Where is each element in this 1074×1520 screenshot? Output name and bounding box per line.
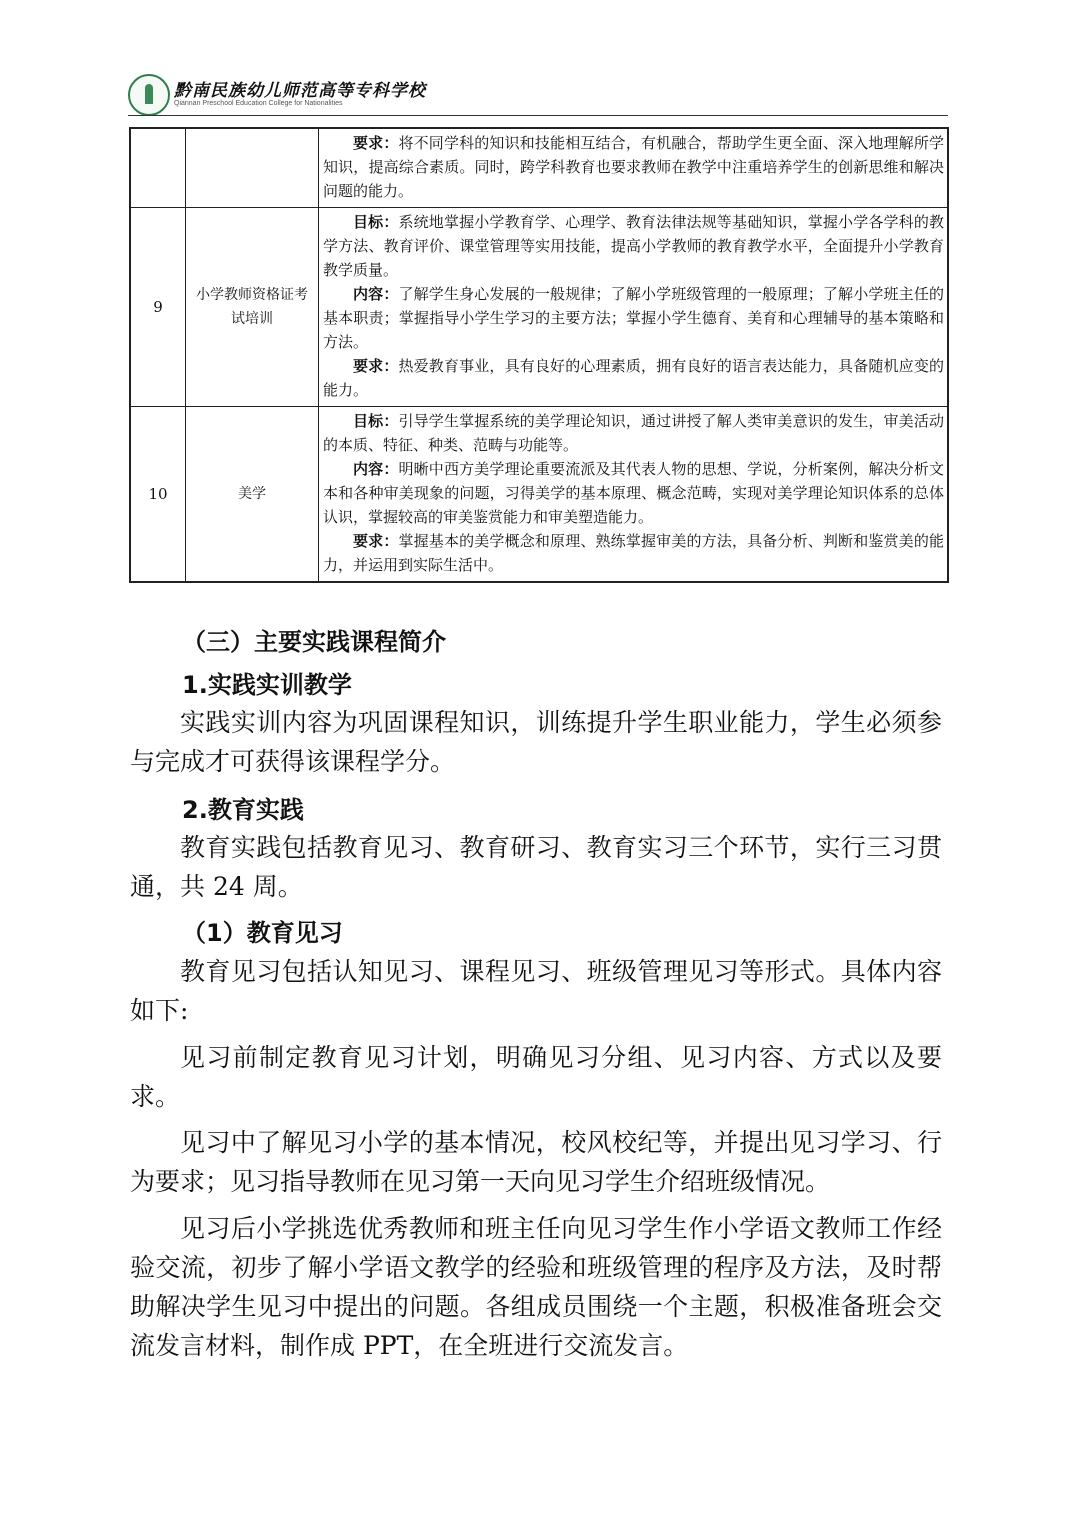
goal-paragraph (323, 210, 944, 282)
requirement-text: 掌握基本的美学概念和原理、熟练掌握审美的方法，具备分析、判断和鉴赏美的能力，并运用到实际生活中。 (323, 532, 944, 574)
subsection-heading: 1.实践实训教学 (182, 671, 352, 699)
goal-text: 系统地掌握小学教育学、心理学、教育法律法规等基础知识，掌握小学各学科的教学方法、教育评价、课堂管理等实用技能，提高小学教师的教育教学水平，全面提升小学教育教学质量。 (323, 213, 944, 279)
body-paragraph: 见习中了解见习小学的基本情况，校风校纪等，并提出见习学习、行为要求；见习指导教师在见习第一天向见习学生介绍班级情况。 (130, 1128, 942, 1196)
body-paragraph: 见习前制定教育见习计划，明确见习分组、见习内容、方式以及要求。 (130, 1043, 942, 1111)
requirement-text: 将不同学科的知识和技能相互结合，有机融合，帮助学生更全面、深入地理解所学知识，提高综合素质。同时，跨学科教育也要求教师在教学中注重培养学生的创新思维和解决问题的能力。 (323, 134, 944, 200)
course-number (130, 128, 186, 208)
course-name (186, 128, 319, 208)
requirement-paragraph (323, 529, 944, 577)
section-title: （三）主要实践课程简介 (182, 628, 446, 656)
content-paragraph (323, 282, 944, 354)
goal-paragraph (323, 409, 944, 457)
course-name: 小学教师资格证考试培训 (186, 208, 319, 407)
school-logo-icon (128, 74, 170, 116)
body-paragraph: 见习后小学挑选优秀教师和班主任向见习学生作小学语文教师工作经验交流，初步了解小学语文教学的经验和班级管理的程序及方法，及时帮助解决学生见习中提出的问题。各组成员围绕一个主题，积极准备班会交流发言材料，制作成 PPT，在全班进行交流发言。 (130, 1214, 942, 1360)
requirement-label: 要求： (353, 532, 399, 550)
requirement-text: 热爱教育事业，具有良好的心理素质，拥有良好的语言表达能力，具备随机应变的能力。 (323, 357, 944, 399)
school-name-en: Qiannan Preschool Education College for Nationalities (174, 100, 343, 107)
goal-label: 目标： (353, 213, 399, 231)
course-name: 美学 (186, 407, 319, 583)
page-header (128, 70, 948, 116)
content-text: 了解学生身心发展的一般规律；了解小学班级管理的一般原理；了解小学班主任的基本职责；掌握指导小学生学习的主要方法；掌握小学生德育、美育和心理辅导的基本策略和方法。 (323, 285, 944, 351)
course-description (319, 128, 949, 208)
header-divider (128, 115, 948, 116)
goal-label: 目标： (353, 412, 399, 430)
course-description (319, 208, 949, 407)
course-description (319, 407, 949, 583)
course-table (129, 127, 949, 583)
requirement-label: 要求： (353, 357, 399, 375)
body-paragraph: 教育实践包括教育见习、教育研习、教育实习三个环节，实行三习贯通，共 24 周。 (130, 833, 942, 901)
content-label: 内容： (353, 285, 399, 303)
table-row (130, 128, 948, 208)
school-name-cn: 黔南民族幼儿师范高等专科学校 (174, 81, 426, 101)
goal-text: 引导学生掌握系统的美学理论知识，通过讲授了解人类审美意识的发生，审美活动的本质、特征、种类、范畴与功能等。 (323, 412, 944, 454)
body-paragraph: 教育见习包括认知见习、课程见习、班级管理见习等形式。具体内容如下: (130, 957, 942, 1025)
subsection-heading: 2.教育实践 (182, 796, 304, 824)
requirement-label: 要求： (353, 134, 399, 152)
course-number: 10 (130, 407, 186, 583)
table-row (130, 407, 948, 583)
course-number: 9 (130, 208, 186, 407)
content-paragraph (323, 457, 944, 529)
content-text: 明晰中西方美学理论重要流派及其代表人物的思想、学说，分析案例，解决分析文本和各种审美现象的问题，习得美学的基本原理、概念范畴，实现对美学理论知识体系的总体认识，掌握较高的审美鉴赏能力和审美塑造能力。 (323, 460, 944, 526)
requirement-paragraph (323, 131, 944, 203)
subsection-heading: （1）教育见习 (182, 919, 343, 947)
requirement-paragraph (323, 354, 944, 402)
table-row (130, 208, 948, 407)
body-paragraph: 实践实训内容为巩固课程知识，训练提升学生职业能力，学生必须参与完成才可获得该课程学分。 (130, 708, 942, 776)
content-label: 内容： (353, 460, 399, 478)
